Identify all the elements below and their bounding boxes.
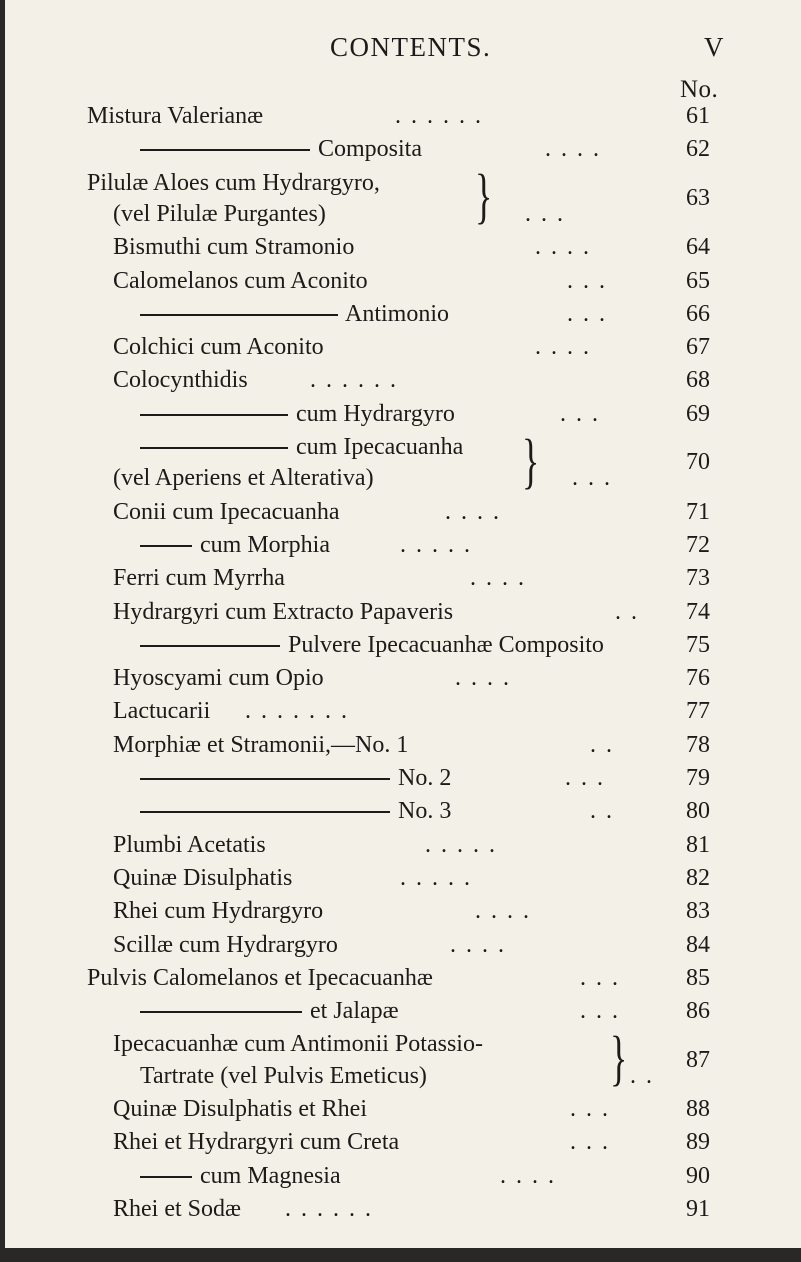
entry-title: Colocynthidis <box>113 367 248 394</box>
entry-title: No. 3 <box>398 798 452 825</box>
leader-dots: . . . . <box>535 234 591 261</box>
toc-entry <box>0 928 801 962</box>
entry-number: 62 <box>686 136 710 163</box>
toc-entry <box>0 1159 801 1193</box>
entry-title: Plumbi Acetatis <box>113 831 266 858</box>
entry-number: 65 <box>686 267 710 294</box>
entry-number: 91 <box>686 1196 710 1222</box>
entry-number: 87 <box>686 1046 710 1073</box>
leader-dots: . . . . . . <box>395 103 483 129</box>
toc-entry <box>0 1027 801 1061</box>
entry-number: 90 <box>686 1162 710 1189</box>
entry-number: 61 <box>686 103 710 129</box>
leader-dots: . . . <box>567 300 607 327</box>
leader-dots: . . . <box>567 267 607 294</box>
ditto-rule <box>140 414 288 416</box>
entry-number: 84 <box>686 931 710 958</box>
leader-dots: . . . <box>560 400 600 427</box>
entry-title: Hydrargyri cum Extracto Papaveris <box>113 598 454 625</box>
entry-number: 75 <box>686 631 710 658</box>
ditto-rule <box>140 447 288 449</box>
entry-title: Ferri cum Myrrha <box>113 565 285 592</box>
leader-dots: . . . . <box>475 898 531 925</box>
entry-title: Ipecacuanhæ cum Antimonii Potassio- <box>113 1031 483 1058</box>
toc-entry <box>0 595 801 629</box>
leader-dots: . . . . . . <box>285 1196 373 1222</box>
leader-dots: . . . . . . . <box>245 698 349 725</box>
leader-dots: . . . . <box>445 498 501 525</box>
entry-title: No. 2 <box>398 765 452 792</box>
toc-entry <box>0 297 801 331</box>
entry-title: cum Hydrargyro <box>296 400 455 427</box>
column-header-number: No. <box>680 76 719 103</box>
toc-entry <box>0 794 801 828</box>
entry-number: 80 <box>686 798 710 825</box>
toc-entry <box>0 861 801 895</box>
entry-title: Rhei et Sodæ <box>113 1196 242 1222</box>
toc-entry <box>0 495 801 529</box>
entry-number: 72 <box>686 531 710 558</box>
toc-entry <box>0 728 801 762</box>
entry-number: 71 <box>686 498 710 525</box>
entry-title: Scillæ cum Hydrargyro <box>113 931 338 958</box>
leader-dots: . . <box>630 1062 654 1089</box>
entry-number: 85 <box>686 964 710 991</box>
toc-entry <box>0 761 801 795</box>
toc-entry-continuation <box>0 1046 801 1093</box>
entry-number: 81 <box>686 831 710 858</box>
entry-title: Calomelanos cum Aconito <box>113 267 368 294</box>
leader-dots: . . . . . <box>400 864 472 891</box>
toc-entry <box>0 363 801 397</box>
entry-number: 63 <box>686 184 710 211</box>
ditto-rule <box>140 778 390 780</box>
ditto-rule <box>140 1011 302 1013</box>
entry-title: (vel Aperiens et Alterativa) <box>113 465 374 492</box>
toc-entry <box>0 397 801 431</box>
toc-entry <box>0 264 801 298</box>
entry-number: 74 <box>686 598 710 625</box>
toc-entry <box>0 1092 801 1126</box>
leader-dots: . . . . <box>450 931 506 958</box>
entry-title: Hyoscyami cum Opio <box>113 665 324 692</box>
leader-dots: . . . . <box>535 334 591 361</box>
toc-entry <box>0 694 801 728</box>
entry-title: Pulvis Calomelanos et Ipecacuanhæ <box>87 964 433 991</box>
leader-dots: . . . . <box>500 1162 556 1189</box>
entry-number: 82 <box>686 864 710 891</box>
leader-dots: . . . . <box>545 136 601 163</box>
brace-glyph: } <box>475 162 493 231</box>
leader-dots: . . . <box>572 465 612 492</box>
leader-dots: . . . . . <box>400 531 472 558</box>
entry-title: Composita <box>318 136 423 163</box>
toc-entry <box>0 628 801 662</box>
entry-title: cum Morphia <box>200 531 330 558</box>
toc-entry <box>0 661 801 695</box>
entry-number: 76 <box>686 665 710 692</box>
toc-entry <box>0 132 801 166</box>
entry-title: cum Magnesia <box>200 1162 341 1189</box>
toc-entry <box>0 1192 801 1226</box>
ditto-rule <box>140 811 390 813</box>
entry-number: 83 <box>686 898 710 925</box>
entry-number: 69 <box>686 400 710 427</box>
entry-number: 70 <box>686 449 710 476</box>
toc-entry <box>0 528 801 562</box>
entry-number: 73 <box>686 565 710 592</box>
toc-entry <box>0 430 801 464</box>
leader-dots: . . . <box>580 998 620 1025</box>
entry-number: 88 <box>686 1096 710 1123</box>
entry-title: Pulvere Ipecacuanhæ Composito <box>288 631 604 658</box>
leader-dots: . . . <box>565 765 605 792</box>
toc-entry <box>0 230 801 264</box>
leader-dots: . . . . <box>470 565 526 592</box>
toc-entry <box>0 330 801 364</box>
entry-number: 89 <box>686 1129 710 1156</box>
entry-title: Mistura Valerianæ <box>87 103 264 129</box>
toc-entry <box>0 894 801 928</box>
entry-number: 66 <box>686 300 710 327</box>
entry-title: Morphiæ et Stramonii,—No. 1 <box>113 731 409 758</box>
ditto-rule <box>140 314 338 316</box>
entry-title: Quinæ Disulphatis <box>113 864 293 891</box>
entry-title: Rhei et Hydrargyri cum Creta <box>113 1129 400 1156</box>
toc-entry <box>0 961 801 995</box>
ditto-rule <box>140 645 280 647</box>
leader-dots: . . <box>590 798 614 825</box>
page-number: V <box>704 32 724 62</box>
entry-title: Conii cum Ipecacuanha <box>113 498 340 525</box>
toc-entry <box>0 828 801 862</box>
toc-entry <box>0 994 801 1028</box>
toc-entry <box>0 99 801 133</box>
leader-dots: . . . <box>580 964 620 991</box>
entry-number: 78 <box>686 731 710 758</box>
entry-title: Rhei cum Hydrargyro <box>113 898 324 925</box>
entry-title: cum Ipecacuanha <box>296 434 464 461</box>
leader-dots: . . . <box>570 1096 610 1123</box>
brace-glyph: } <box>522 426 540 495</box>
entry-number: 86 <box>686 998 710 1025</box>
entry-number: 77 <box>686 698 710 725</box>
leader-dots: . . <box>590 731 614 758</box>
entry-title: Quinæ Disulphatis et Rhei <box>113 1096 367 1123</box>
entry-number: 79 <box>686 765 710 792</box>
entry-title: Tartrate (vel Pulvis Emeticus) <box>140 1062 427 1089</box>
toc-entry-continuation <box>0 449 801 495</box>
toc-entry-continuation <box>0 184 801 231</box>
leader-dots: . . . . <box>455 665 511 692</box>
leader-dots: . . . <box>525 200 565 227</box>
brace-glyph: } <box>610 1024 628 1093</box>
page-title: CONTENTS. <box>330 32 492 62</box>
leader-dots: . . . . . <box>425 831 497 858</box>
toc-entry <box>0 561 801 595</box>
running-head <box>0 28 801 68</box>
entry-title: (vel Pilulæ Purgantes) <box>113 200 326 227</box>
ditto-rule <box>140 1176 192 1178</box>
entry-title: et Jalapæ <box>310 998 399 1025</box>
toc-entry <box>0 1125 801 1159</box>
entry-title: Antimonio <box>345 300 450 327</box>
toc-entry <box>0 166 801 200</box>
entry-title: Colchici cum Aconito <box>113 334 324 361</box>
leader-dots: . . . <box>570 1129 610 1156</box>
ditto-rule <box>140 545 192 547</box>
entry-number: 67 <box>686 334 710 361</box>
entry-title: Pilulæ Aloes cum Hydrargyro, <box>87 169 380 196</box>
ditto-rule <box>140 149 310 151</box>
entry-title: Lactucarii <box>113 698 211 725</box>
leader-dots: . . <box>615 598 639 625</box>
entry-number: 64 <box>686 234 710 261</box>
entry-title: Bismuthi cum Stramonio <box>113 234 355 261</box>
entry-number: 68 <box>686 367 710 394</box>
leader-dots: . . . . . . <box>310 367 398 394</box>
